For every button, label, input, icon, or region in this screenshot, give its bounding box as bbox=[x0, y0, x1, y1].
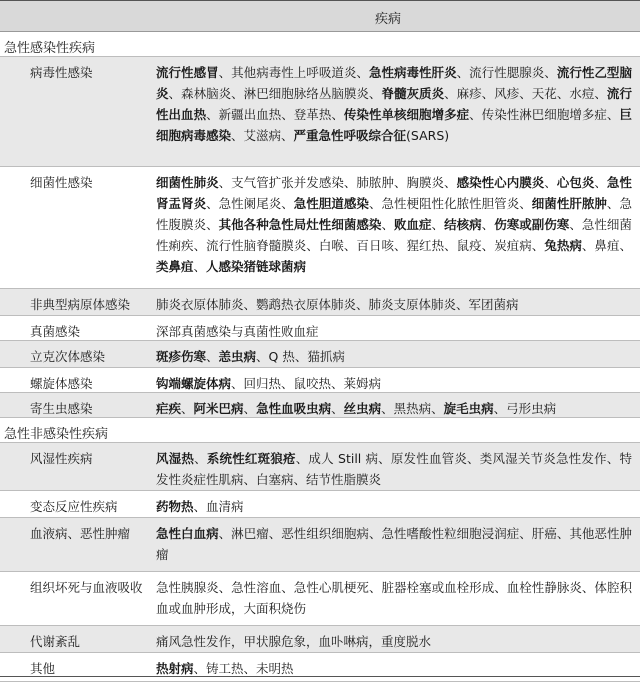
table-row bbox=[0, 57, 640, 167]
disease-name-bold: 兔热病 bbox=[544, 238, 582, 253]
disease-name-bold: 其他各种急性局灶性细菌感染 bbox=[218, 217, 382, 232]
disease-name-bold: 细菌性肝脓肿 bbox=[531, 196, 607, 211]
disease-name-bold: 急性肾盂肾炎 bbox=[156, 175, 632, 211]
disease-name-bold: 急性白血病 bbox=[156, 526, 219, 541]
disease-text: 、 bbox=[594, 175, 607, 190]
header-title: 疾病 bbox=[375, 12, 402, 27]
disease-list-cell bbox=[150, 316, 640, 340]
disease-name-bold: 败血症 bbox=[393, 217, 432, 232]
disease-text: 、 bbox=[331, 401, 344, 416]
disease-name-bold: 传染性单核细胞增多症 bbox=[343, 107, 470, 122]
disease-name-bold: 类鼻疽 bbox=[156, 259, 194, 274]
disease-text: 、血清病 bbox=[193, 499, 244, 514]
disease-name-bold: 风湿热 bbox=[156, 451, 195, 466]
disease-name-bold: 阿米巴病 bbox=[193, 401, 244, 416]
disease-name-bold: 丝虫病 bbox=[343, 401, 382, 416]
disease-name-bold: 药物热 bbox=[156, 499, 194, 514]
disease-text: 痛风急性发作，甲状腺危象，血卟啉病，重度脱水 bbox=[156, 634, 432, 649]
disease-list-cell bbox=[150, 368, 640, 392]
disease-text: 、其他病毒性上呼吸道炎、 bbox=[218, 65, 369, 80]
disease-text: 、 bbox=[381, 217, 394, 232]
disease-list-cell bbox=[150, 443, 640, 490]
disease-text: 、 bbox=[206, 349, 219, 364]
disease-text: 、鼻疽、 bbox=[581, 238, 632, 253]
section-title: 急性非感染性疾病 bbox=[4, 427, 109, 442]
table-row bbox=[0, 491, 640, 518]
disease-text: 、成人 Still 病、原发性血管炎、类风湿关节炎急性发作、特发性炎症性肌病、白塞病、结节性脂膜炎 bbox=[156, 451, 632, 487]
disease-list-cell bbox=[150, 491, 640, 517]
category-cell: 组织坏死与血液吸收 bbox=[30, 580, 143, 595]
disease-text: 、流行性腮腺炎、 bbox=[456, 65, 557, 80]
category-cell: 变态反应性疾病 bbox=[30, 499, 118, 514]
disease-list-cell bbox=[150, 341, 640, 367]
disease-name-bold: 流行性感冒 bbox=[156, 65, 219, 80]
category-cell: 风湿性疾病 bbox=[30, 451, 93, 466]
disease-list-cell bbox=[150, 572, 640, 625]
disease-text: 急性胰腺炎、急性溶血、急性心肌梗死、脏器栓塞或血栓形成、血栓性静脉炎、体腔积血或血肿形成，大面积烧伤 bbox=[156, 580, 632, 616]
disease-list-cell bbox=[150, 57, 640, 166]
category-cell: 细菌性感染 bbox=[30, 175, 93, 190]
disease-name-bold: 旋毛虫病 bbox=[443, 401, 494, 416]
disease-list-cell bbox=[150, 289, 640, 315]
table-row bbox=[0, 443, 640, 491]
disease-name-bold: 疟疾 bbox=[156, 401, 182, 416]
disease-list-cell bbox=[150, 167, 640, 288]
table-row bbox=[0, 316, 640, 341]
category-cell: 其他 bbox=[30, 661, 56, 676]
disease-name-bold: 结核病 bbox=[444, 217, 482, 232]
table-row bbox=[0, 393, 640, 418]
disease-name-bold: 感染性心内膜炎 bbox=[456, 175, 545, 190]
disease-name-bold: 热射病 bbox=[156, 661, 194, 676]
category-cell: 螺旋体感染 bbox=[30, 376, 93, 391]
disease-text: 、 bbox=[194, 451, 207, 466]
disease-name-bold: 恙虫病 bbox=[218, 349, 257, 364]
table-row bbox=[0, 518, 640, 572]
disease-text: 、麻疹、风疹、天花、水痘、 bbox=[444, 86, 607, 101]
disease-name-bold: 流行性出血热 bbox=[156, 86, 632, 122]
disease-text: 、急性腹膜炎、 bbox=[156, 196, 632, 232]
disease-name-bold: 急性血吸虫病 bbox=[256, 401, 332, 416]
section-title: 急性感染性疾病 bbox=[4, 41, 96, 56]
category-cell: 代谢紊乱 bbox=[30, 634, 81, 649]
table-row bbox=[0, 289, 640, 316]
disease-text: (SARS) bbox=[406, 128, 450, 143]
disease-name-bold: 脊髓灰质炎 bbox=[381, 86, 445, 101]
disease-name-bold: 巨细胞病毒感染 bbox=[156, 107, 632, 143]
disease-list-cell bbox=[150, 626, 640, 652]
disease-name-bold: 系统性红斑狼疮 bbox=[206, 451, 296, 466]
disease-text: 、急性梗阻性化脓性胆管炎、 bbox=[368, 196, 532, 211]
disease-text: 、艾滋病、 bbox=[231, 128, 294, 143]
table-body bbox=[0, 32, 640, 682]
disease-text: 、 bbox=[193, 259, 207, 274]
disease-name-bold: 斑疹伤寒 bbox=[156, 349, 207, 364]
section-heading bbox=[0, 32, 640, 57]
category-cell: 非典型病原体感染 bbox=[30, 297, 131, 312]
disease-text: 、淋巴瘤、恶性组织细胞病、急性嗜酸性粒细胞浸润症、肝癌、其他恶性肿瘤 bbox=[156, 526, 632, 562]
disease-name-bold: 流行性乙型脑炎 bbox=[156, 65, 632, 101]
disease-name-bold: 急性病毒性肝炎 bbox=[368, 65, 457, 80]
disease-list-cell bbox=[150, 393, 640, 417]
disease-text: 、急性阑尾炎、 bbox=[206, 196, 294, 211]
disease-text: 、Q 热、猫抓病 bbox=[256, 349, 345, 364]
section-heading bbox=[0, 418, 640, 443]
disease-text: 肺炎衣原体肺炎、鹦鹉热衣原体肺炎、肺炎支原体肺炎、军团菌病 bbox=[156, 297, 519, 312]
table-bottom-rule bbox=[0, 676, 640, 677]
disease-text: 、支气管扩张并发感染、肺脓肿、胸膜炎、 bbox=[218, 175, 457, 190]
disease-list-cell bbox=[150, 518, 640, 571]
table-row bbox=[0, 626, 640, 653]
disease-text: 、新疆出血热、登革热、 bbox=[206, 107, 344, 122]
table-row bbox=[0, 167, 640, 289]
disease-text: 、回归热、鼠咬热、莱姆病 bbox=[231, 376, 382, 391]
disease-text: 、 bbox=[431, 217, 445, 232]
disease-text: 、传染性淋巴细胞增多症、 bbox=[469, 107, 620, 122]
disease-name-bold: 严重急性呼吸综合征 bbox=[293, 128, 407, 143]
disease-text: 、 bbox=[544, 175, 557, 190]
category-cell: 血液病、恶性肿瘤 bbox=[30, 526, 131, 541]
disease-text: 、 bbox=[481, 217, 495, 232]
category-cell: 寄生虫感染 bbox=[30, 401, 93, 416]
disease-text: 、 bbox=[181, 401, 194, 416]
disease-name-bold: 伤寒或副伤寒 bbox=[494, 217, 570, 232]
category-cell: 立克次体感染 bbox=[30, 349, 106, 364]
disease-text: 、森林脑炎、淋巴细胞脉络丛脑膜炎、 bbox=[168, 86, 382, 101]
table-row bbox=[0, 341, 640, 368]
disease-text: 、 bbox=[243, 401, 257, 416]
disease-text: 、黑热病、 bbox=[381, 401, 444, 416]
table-header bbox=[0, 0, 640, 32]
disease-text: 深部真菌感染与真菌性败血症 bbox=[156, 324, 319, 339]
disease-name-bold: 急性胆道感染 bbox=[293, 196, 369, 211]
table-row bbox=[0, 368, 640, 393]
disease-name-bold: 心包炎 bbox=[556, 175, 595, 190]
disease-text: 、弓形虫病 bbox=[493, 401, 557, 416]
table-row bbox=[0, 572, 640, 626]
category-cell: 病毒性感染 bbox=[30, 65, 93, 80]
disease-name-bold: 钩端螺旋体病 bbox=[156, 376, 232, 391]
disease-text: 、急性细菌性痢疾、流行性脑脊髓膜炎、白喉、百日咳、猩红热、鼠疫、炭疽病、 bbox=[156, 217, 632, 253]
disease-name-bold: 人感染猪链球菌病 bbox=[206, 259, 307, 274]
category-cell: 真菌感染 bbox=[30, 324, 81, 339]
disease-text: 、铸工热、未明热 bbox=[193, 661, 294, 676]
disease-name-bold: 细菌性肺炎 bbox=[156, 175, 219, 190]
